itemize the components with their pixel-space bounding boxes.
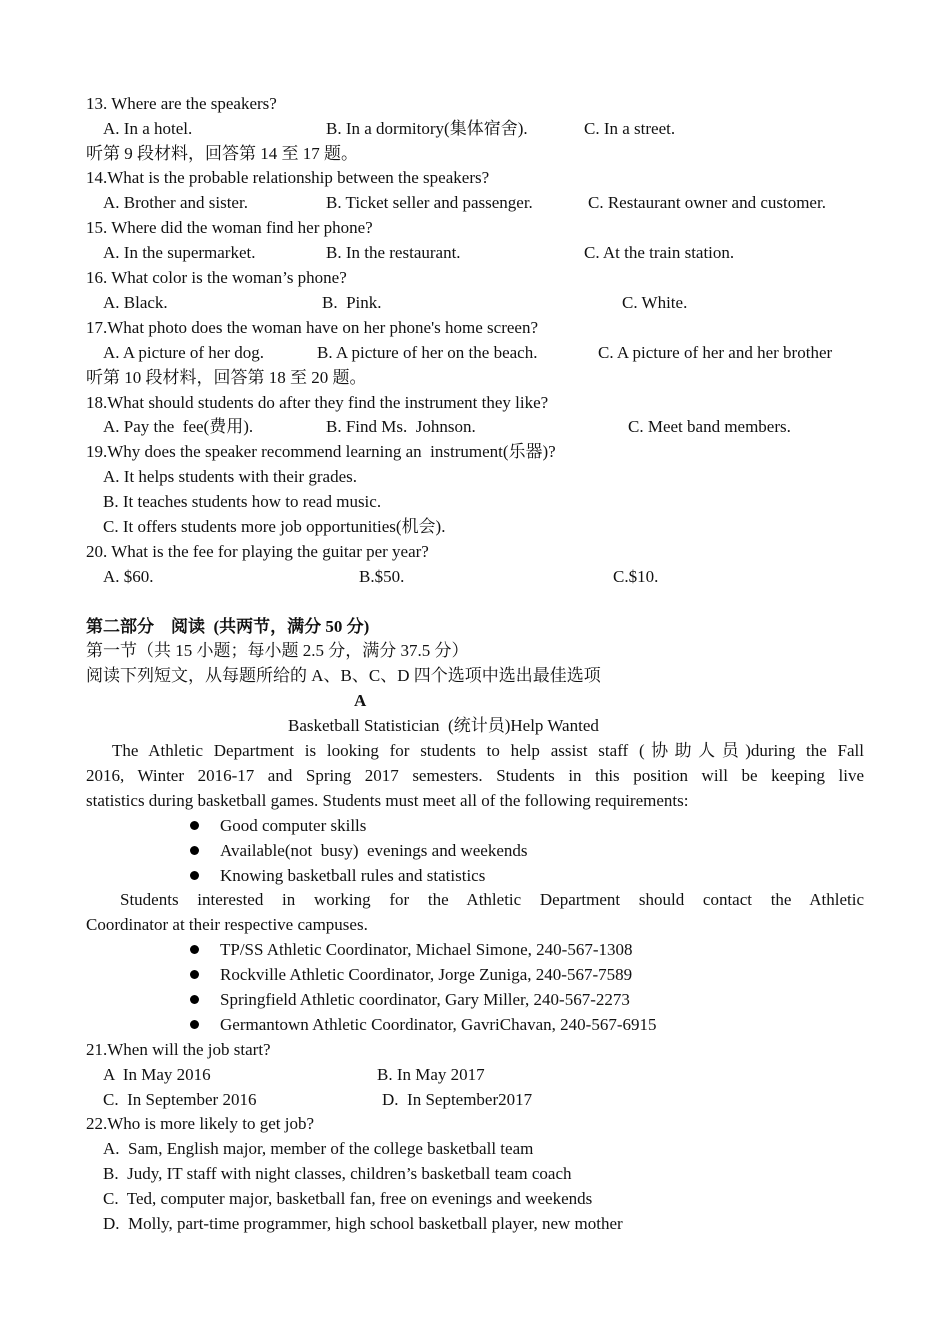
bullet-icon bbox=[190, 846, 199, 855]
q13-option-c: C. In a street. bbox=[584, 119, 676, 138]
q21-option-a: A In May 2016 bbox=[103, 1065, 211, 1084]
q13-option-a: A. In a hotel. bbox=[103, 119, 193, 138]
q22-stem: 22.Who is more likely to get job? bbox=[86, 1114, 315, 1133]
q15-stem: 15. Where did the woman find her phone? bbox=[86, 218, 373, 237]
q19-stem: 19.Why does the speaker recommend learning an instrument(乐器)? bbox=[86, 442, 556, 461]
q22-option-d: D. Molly, part-time programmer, high school basketball player, new mother bbox=[103, 1214, 623, 1233]
para1-line-1: The Athletic Department is looking for students to help assist staff (协助人员)during the Fall bbox=[112, 741, 864, 760]
section-instruction-9: 听第 9 段材料，回答第 14 至 17 题。 bbox=[86, 144, 358, 163]
q20-option-c: C.$10. bbox=[613, 567, 659, 586]
bullet-icon bbox=[190, 945, 199, 954]
q13-option-b: B. In a dormitory(集体宿舍). bbox=[326, 119, 528, 138]
q16-option-b: B. Pink. bbox=[322, 293, 382, 312]
q13-stem: 13. Where are the speakers? bbox=[86, 94, 277, 113]
q20-option-a: A. $60. bbox=[103, 567, 154, 586]
q14-stem: 14.What is the probable relationship between the speakers? bbox=[86, 168, 490, 187]
q21-option-c: C. In September 2016 bbox=[103, 1090, 257, 1109]
bullet-icon bbox=[190, 1020, 199, 1029]
q22-option-b: B. Judy, IT staff with night classes, children’s basketball team coach bbox=[103, 1164, 572, 1183]
passage-title: Basketball Statistician (统计员)Help Wanted bbox=[288, 716, 599, 735]
q15-option-a: A. In the supermarket. bbox=[103, 243, 256, 262]
bullet-icon bbox=[190, 995, 199, 1004]
q15-option-b: B. In the restaurant. bbox=[326, 243, 461, 262]
q21-option-d: D. In September2017 bbox=[382, 1090, 533, 1109]
q22-option-c: C. Ted, computer major, basketball fan, free on evenings and weekends bbox=[103, 1189, 593, 1208]
requirement-item: Good computer skills bbox=[220, 816, 367, 835]
bullet-icon bbox=[190, 970, 199, 979]
q14-option-c: C. Restaurant owner and customer. bbox=[588, 193, 826, 212]
bullet-icon bbox=[190, 871, 199, 880]
q18-option-a: A. Pay the fee(费用). bbox=[103, 417, 254, 436]
q18-option-c: C. Meet band members. bbox=[628, 417, 791, 436]
q19-option-c: C. It offers students more job opportunities(机会). bbox=[103, 517, 446, 536]
contact-item: TP/SS Athletic Coordinator, Michael Simone, 240-567-1308 bbox=[220, 940, 633, 959]
q21-stem: 21.When will the job start? bbox=[86, 1040, 271, 1059]
para1-line-2: 2016, Winter 2016-17 and Spring 2017 semesters. Students in this position will be keeping live bbox=[86, 766, 864, 785]
q14-option-b: B. Ticket seller and passenger. bbox=[326, 193, 533, 212]
q17-option-b: B. A picture of her on the beach. bbox=[317, 343, 538, 362]
q21-option-b: B. In May 2017 bbox=[377, 1065, 485, 1084]
q20-option-b: B.$50. bbox=[359, 567, 405, 586]
section-instruction-10: 听第 10 段材料，回答第 18 至 20 题。 bbox=[86, 368, 367, 387]
contact-item: Germantown Athletic Coordinator, GavriChavan, 240-567-6915 bbox=[220, 1015, 657, 1034]
contact-item: Springfield Athletic coordinator, Gary Miller, 240-567-2273 bbox=[220, 990, 630, 1009]
para1-line-3: statistics during basketball games. Students must meet all of the following requirements: bbox=[86, 791, 689, 810]
q19-option-b: B. It teaches students how to read music. bbox=[103, 492, 382, 511]
passage-label: A bbox=[354, 691, 367, 710]
q16-option-a: A. Black. bbox=[103, 293, 168, 312]
q16-stem: 16. What color is the woman’s phone? bbox=[86, 268, 347, 287]
q18-option-b: B. Find Ms. Johnson. bbox=[326, 417, 476, 436]
para2-line-1: Students interested in working for the Athletic Department should contact the Athletic bbox=[120, 890, 864, 909]
section-one-title: 第一节（共 15 小题；每小题 2.5 分，满分 37.5 分） bbox=[86, 641, 469, 660]
para2-line-2: Coordinator at their respective campuses. bbox=[86, 915, 368, 934]
q18-stem: 18.What should students do after they find the instrument they like? bbox=[86, 393, 549, 412]
contact-item: Rockville Athletic Coordinator, Jorge Zuniga, 240-567-7589 bbox=[220, 965, 633, 984]
q16-option-c: C. White. bbox=[622, 293, 688, 312]
q17-option-c: C. A picture of her and her brother bbox=[598, 343, 833, 362]
q17-option-a: A. A picture of her dog. bbox=[103, 343, 264, 362]
q22-option-a: A. Sam, English major, member of the college basketball team bbox=[103, 1139, 534, 1158]
reading-instruction: 阅读下列短文，从每题所给的 A、B、C、D 四个选项中选出最佳选项 bbox=[86, 666, 601, 685]
bullet-icon bbox=[190, 821, 199, 830]
q20-stem: 20. What is the fee for playing the guitar per year? bbox=[86, 542, 429, 561]
requirement-item: Knowing basketball rules and statistics bbox=[220, 866, 486, 885]
q15-option-c: C. At the train station. bbox=[584, 243, 735, 262]
q14-option-a: A. Brother and sister. bbox=[103, 193, 248, 212]
q19-option-a: A. It helps students with their grades. bbox=[103, 467, 358, 486]
requirement-item: Available(not busy) evenings and weekends bbox=[220, 841, 528, 860]
part-two-title: 第二部分 阅读 (共两节，满分 50 分) bbox=[86, 617, 370, 636]
q17-stem: 17.What photo does the woman have on her phone's home screen? bbox=[86, 318, 539, 337]
